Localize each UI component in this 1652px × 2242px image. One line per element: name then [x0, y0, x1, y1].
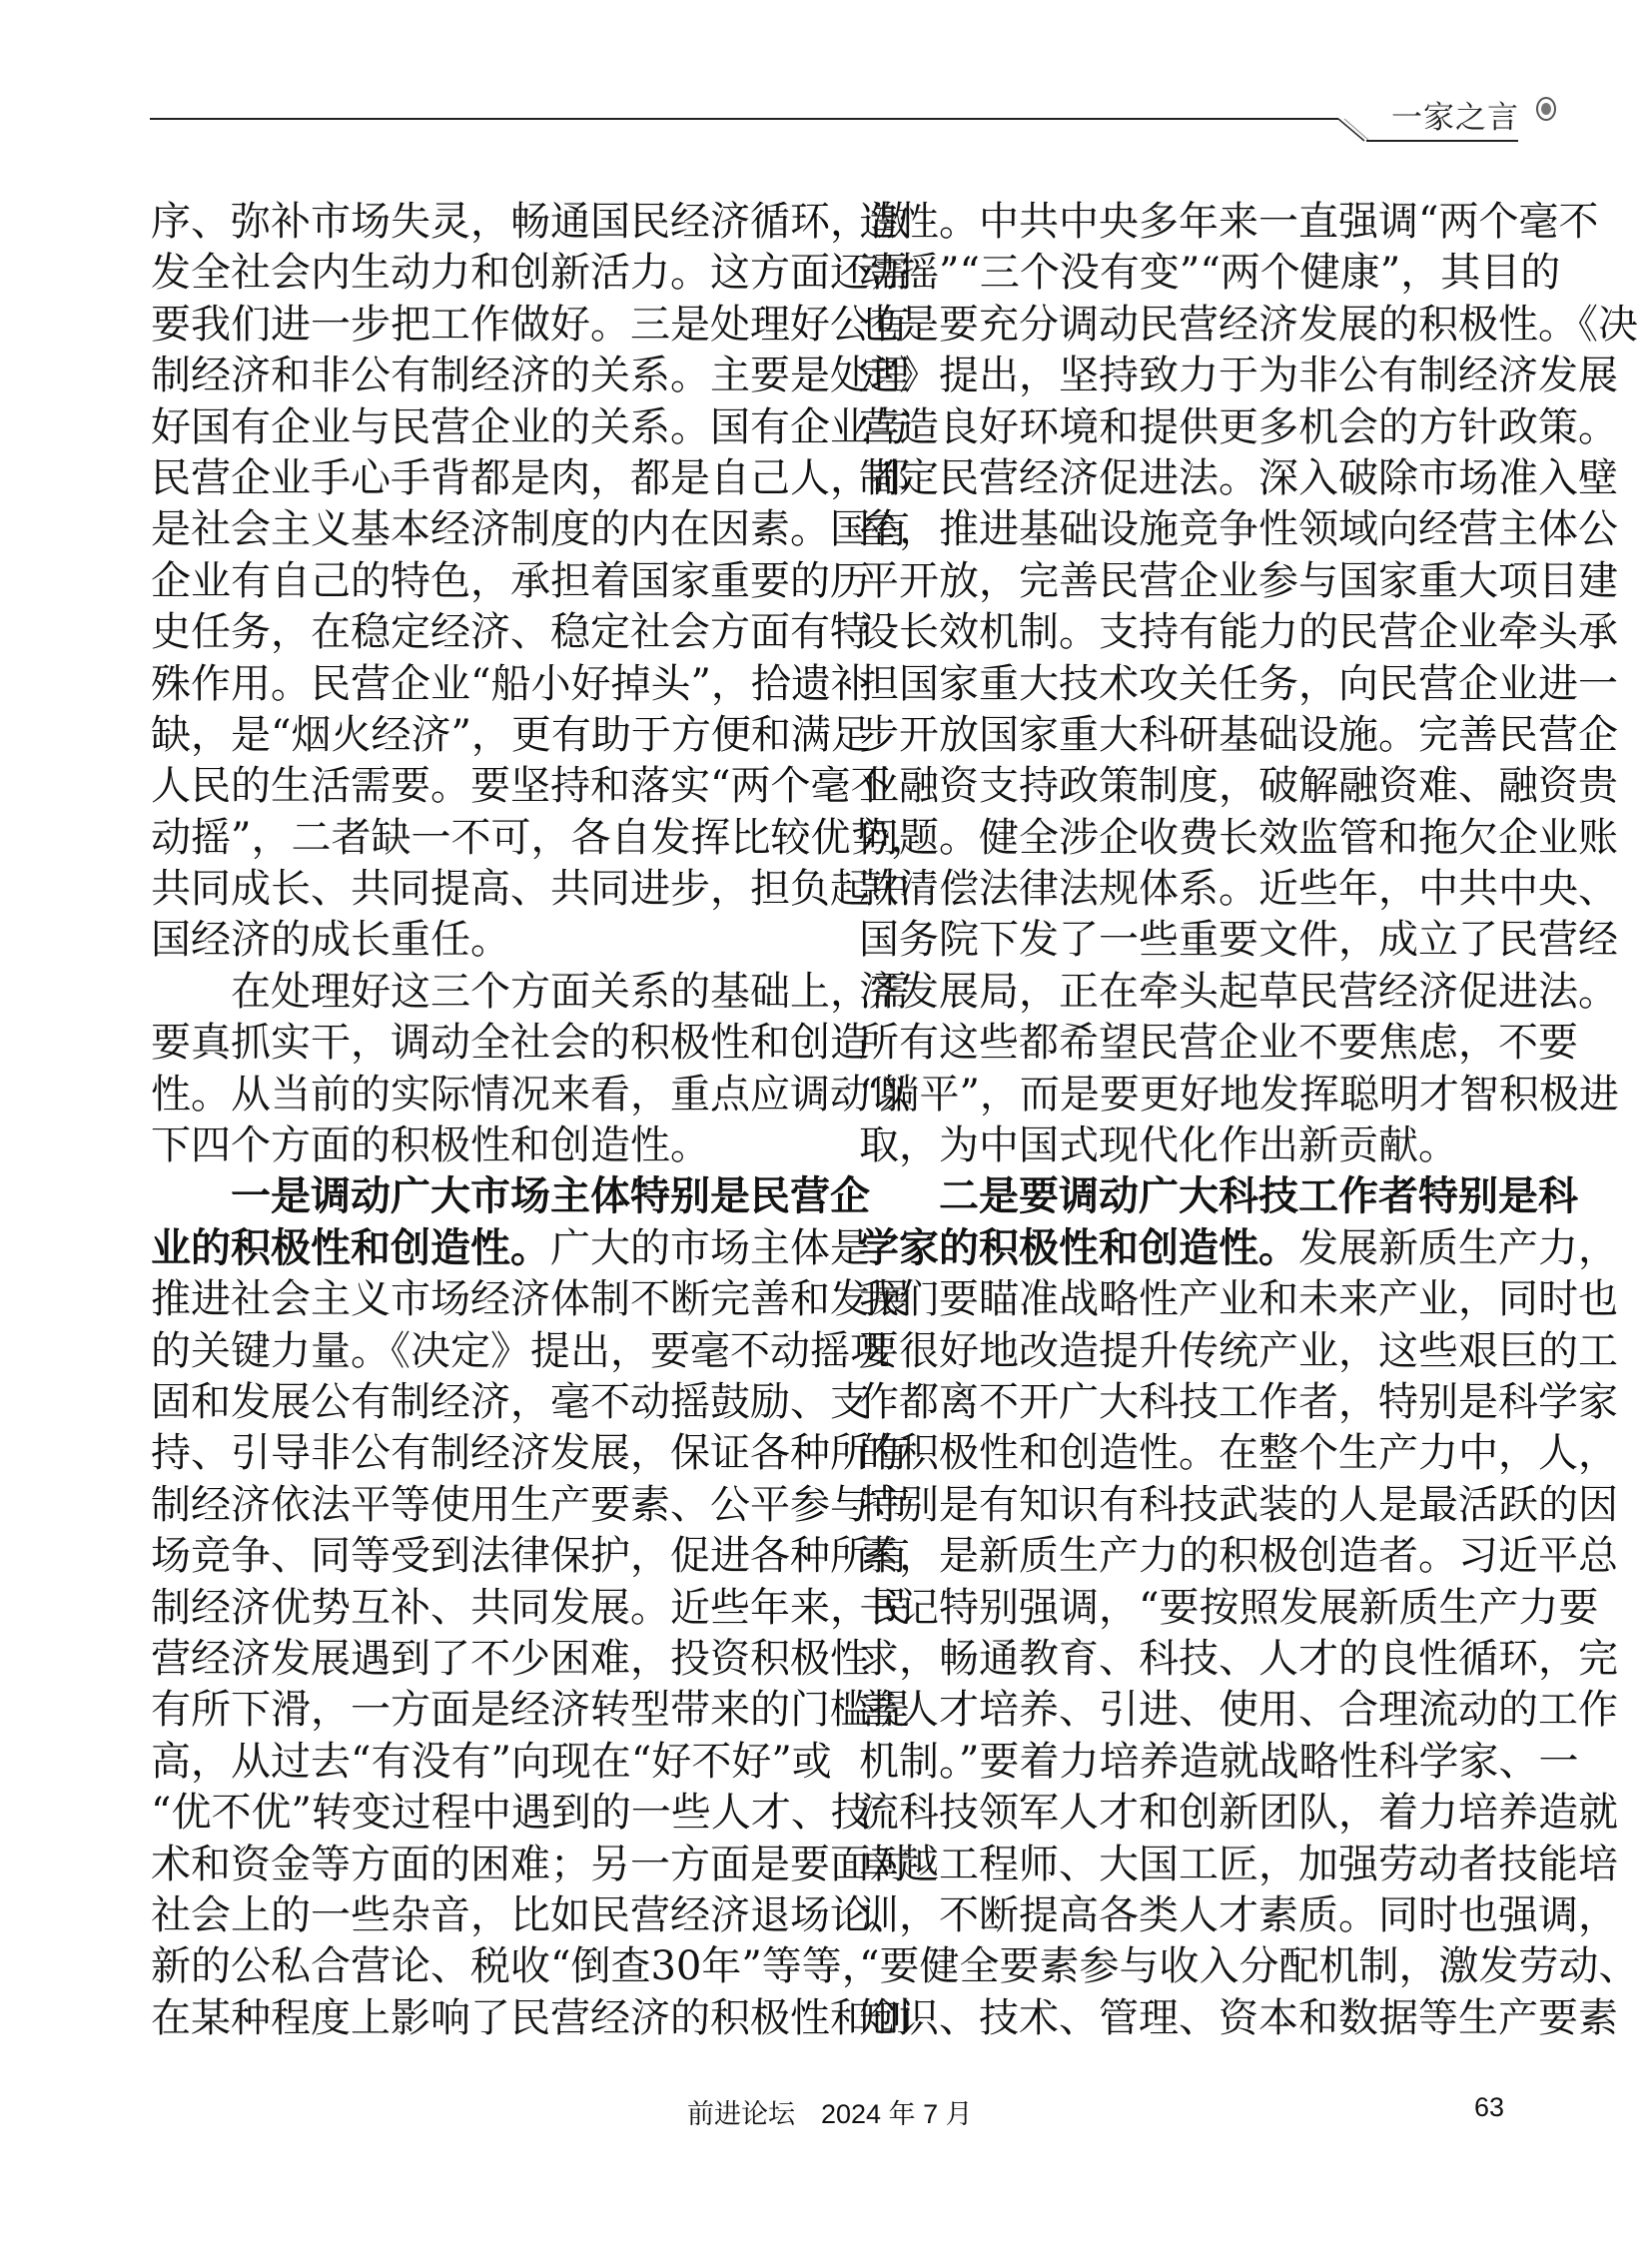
body-text: 平开放，完善民营企业参与国家重大项目建 [859, 557, 1618, 604]
body-text: 共同成长、共同提高、共同进步，担负起中 [151, 866, 910, 913]
body-text: 社会上的一些杂音，比如民营经济退场论、 [151, 1891, 910, 1938]
body-text: 殊作用。民营企业“船小好掉头”，拾遗补 [151, 660, 871, 707]
body-text: 制经济依法平等使用生产要素、公平参与市 [151, 1481, 910, 1528]
body-text: 书记特别强调，“要按照发展新质生产力要 [859, 1584, 1599, 1631]
body-text: 的积极性和创造性。在整个生产力中，人， [859, 1430, 1618, 1477]
body-text: 国务院下发了一些重要文件，成立了民营经 [859, 917, 1618, 964]
text-line [859, 1531, 1618, 1582]
body-text: 高，从过去“有没有”向现在“好不好”或 [151, 1738, 832, 1785]
text-line [859, 1634, 1618, 1685]
text-line [859, 402, 1618, 453]
text-line [859, 1941, 1639, 1992]
body-text: 序、弥补市场失灵，畅通国民经济循环，激 [151, 199, 910, 245]
text-line [859, 967, 1618, 1018]
journal-name: 前进论坛 [687, 2099, 795, 2129]
text-line [151, 504, 910, 555]
text-line [151, 1941, 882, 1992]
text-line [151, 248, 910, 299]
text-line [859, 556, 1618, 607]
body-text: 持、引导非公有制经济发展，保证各种所有 [151, 1430, 910, 1477]
body-text: 新的公私合营论、税收“倒查30年”等等， [151, 1943, 882, 1990]
text-line [859, 1171, 1578, 1222]
body-text: 推进社会主义市场经济体制不断完善和发展 [151, 1276, 910, 1323]
text-line [151, 1737, 832, 1788]
bold-lead-text: 业的积极性和创造性。 [151, 1224, 550, 1271]
text-line [151, 402, 910, 453]
body-text: 场竞争、同等受到法律保护，促进各种所有 [151, 1533, 910, 1580]
body-text: 款清偿法律法规体系。近些年，中共中央、 [859, 866, 1618, 913]
text-line [151, 300, 910, 351]
text-line [859, 300, 1638, 351]
body-text: 定》提出，坚持致力于为非公有制经济发展 [859, 353, 1618, 399]
body-text: 缺，是“烟火经济”，更有助于方便和满足 [151, 711, 871, 758]
body-text: 民营企业手心手背都是肉，都是自己人，都 [151, 454, 910, 501]
text-line [151, 1788, 871, 1839]
text-line [859, 1223, 1618, 1274]
body-text: 性。从当前的实际情况来看，重点应调动以 [151, 1071, 910, 1118]
body-text: 特别是有知识有科技武装的人是最活跃的因 [859, 1481, 1618, 1528]
text-line [859, 710, 1618, 761]
text-line [859, 1840, 1618, 1890]
text-line [151, 1840, 910, 1890]
body-text: 作都离不开广大科技工作者，特别是科学家 [859, 1378, 1618, 1425]
bold-lead-text: 二是要调动广大科技工作者特别是科 [859, 1173, 1578, 1220]
body-text: 的关键力量。《决定》提出，要毫不动摇巩 [151, 1327, 890, 1374]
body-text: 知识、技术、管理、资本和数据等生产要素 [859, 1994, 1618, 2041]
body-text: 要我们进一步把工作做好。三是处理好公有 [151, 301, 910, 348]
body-text: “优不优”转变过程中遇到的一些人才、技 [151, 1790, 871, 1837]
body-text: 步开放国家重大科研基础设施。完善民营企 [859, 711, 1618, 758]
text-line [151, 1531, 910, 1582]
text-line [151, 761, 891, 812]
text-line [859, 659, 1618, 710]
text-line [151, 1377, 870, 1428]
text-line [859, 351, 1618, 401]
text-line [151, 710, 871, 761]
body-text: 人民的生活需要。要坚持和落实“两个毫不 [151, 763, 891, 810]
body-text: 业融资支持政策制度，破解融资难、融资贵 [859, 763, 1618, 810]
text-line [151, 1223, 870, 1274]
body-text: 固和发展公有制经济，毫不动摇鼓励、支 [151, 1378, 870, 1425]
body-text: 发展新质生产力， [1298, 1224, 1618, 1271]
text-line [151, 1018, 870, 1069]
section-title: 一家之言 [1391, 100, 1519, 136]
text-line [151, 351, 910, 401]
body-text: 流科技领军人才和创新团队，着力培养造就 [859, 1790, 1618, 1837]
text-line [859, 1326, 1618, 1377]
text-line [151, 1274, 910, 1325]
header-rule-bend [1338, 118, 1368, 142]
text-line [859, 1070, 1619, 1121]
text-line [151, 1634, 870, 1685]
body-text: 要很好地改造提升传统产业，这些艰巨的工 [859, 1327, 1618, 1374]
text-line [859, 1428, 1618, 1479]
text-line [859, 1377, 1618, 1428]
body-text: 史任务，在稳定经济、稳定社会方面有特 [151, 609, 870, 656]
text-line [151, 1428, 910, 1479]
body-text: 是社会主义基本经济制度的内在因素。国有 [151, 506, 910, 553]
body-text: 制经济和非公有制经济的关系。主要是处理 [151, 353, 910, 399]
header-rule [150, 118, 1338, 120]
text-line [151, 1993, 910, 2044]
body-text: 有所下滑，一方面是经济转型带来的门槛提 [151, 1687, 910, 1734]
text-line [151, 864, 910, 915]
text-line [859, 1480, 1618, 1531]
text-line [859, 1018, 1578, 1069]
text-line [151, 659, 871, 710]
bold-lead-text: 一是调动广大市场主体特别是民营企 [151, 1173, 870, 1220]
body-text: 术和资金等方面的困难；另一方面是要面对 [151, 1841, 910, 1887]
body-text: 素，是新质生产力的积极创造者。习近平总 [859, 1533, 1618, 1580]
text-line [859, 1121, 1490, 1171]
right-column [859, 197, 1639, 2044]
text-line [859, 1274, 1618, 1325]
text-line [151, 607, 870, 658]
body-text: 造性。中共中央多年来一直强调“两个毫不 [859, 199, 1599, 245]
issue-date: 2024 年 7 月 [821, 2099, 973, 2129]
body-text: 下四个方面的积极性和创造性。 [151, 1122, 710, 1169]
body-text: “躺平”，而是要更好地发挥聪明才智积极进 [859, 1071, 1619, 1118]
body-text: 好国有企业与民营企业的关系。国有企业与 [151, 403, 910, 450]
body-text: 要真抓实干，调动全社会的积极性和创造 [151, 1020, 870, 1067]
body-text: 也是要充分调动民营经济发展的积极性。《决 [859, 301, 1638, 348]
text-line [859, 1685, 1618, 1736]
text-line [151, 197, 910, 248]
text-line [859, 813, 1618, 864]
body-text: 在处理好这三个方面关系的基础上，需 [151, 968, 910, 1015]
body-text: 取，为中国式现代化作出新贡献。 [859, 1122, 1458, 1169]
text-line [151, 1121, 782, 1171]
body-text: 求，畅通教育、科技、人才的良性循环，完 [859, 1635, 1618, 1682]
text-line [859, 197, 1599, 248]
body-text: 营造良好环境和提供更多机会的方针政策。 [859, 403, 1618, 450]
text-line [859, 1788, 1618, 1839]
header-rule-lower [1366, 140, 1518, 142]
text-line [151, 1685, 910, 1736]
body-text: 广大的市场主体是 [550, 1224, 870, 1271]
text-line [151, 1171, 870, 1222]
body-text: 训，不断提高各类人才素质。同时也强调， [859, 1891, 1618, 1938]
body-text: 济发展局，正在牵头起草民营经济促进法。 [859, 968, 1618, 1015]
text-line [151, 813, 931, 864]
text-line [151, 1070, 910, 1121]
body-text: 动摇”“三个没有变”“两个健康”，其目的 [859, 250, 1561, 297]
body-text: 机制。”要着力培养造就战略性科学家、一 [859, 1738, 1579, 1785]
body-text: 动摇”，二者缺一不可，各自发挥比较优势， [151, 814, 931, 861]
body-text: 担国家重大技术攻关任务，向民营企业进一 [859, 660, 1618, 707]
body-text: 卓越工程师、大国工匠，加强劳动者技能培 [859, 1841, 1618, 1887]
body-text: 设长效机制。支持有能力的民营企业牵头承 [859, 609, 1618, 656]
text-line [151, 556, 870, 607]
body-text: 在某种程度上影响了民营经济的积极性和创 [151, 1994, 910, 2041]
text-line [859, 248, 1561, 299]
text-line [151, 1326, 890, 1377]
text-line [151, 967, 910, 1018]
body-text: 善人才培养、引进、使用、合理流动的工作 [859, 1687, 1618, 1734]
text-line [859, 864, 1618, 915]
text-line [859, 761, 1618, 812]
text-line [859, 1583, 1599, 1634]
text-line [151, 453, 910, 504]
text-line [151, 1890, 910, 1941]
left-column [151, 197, 931, 2044]
text-line [859, 1993, 1618, 2044]
body-text: 我们要瞄准战略性产业和未来产业，同时也 [859, 1276, 1618, 1323]
text-line [859, 915, 1618, 966]
text-line [859, 504, 1618, 555]
body-text: 问题。健全涉企收费长效监管和拖欠企业账 [859, 814, 1618, 861]
text-line [859, 453, 1618, 504]
body-text: 制定民营经济促进法。深入破除市场准入壁 [859, 454, 1618, 501]
body-text: 制经济优势互补、共同发展。近些年来，民 [151, 1584, 910, 1631]
page-number: 63 [1474, 2092, 1505, 2122]
text-line [859, 1890, 1618, 1941]
text-line [859, 607, 1618, 658]
body-text: 营经济发展遇到了不少困难，投资积极性 [151, 1635, 870, 1682]
text-line [151, 1480, 910, 1531]
body-text: 企业有自己的特色，承担着国家重要的历 [151, 557, 870, 604]
body-text: “要健全要素参与收入分配机制，激发劳动、 [859, 1943, 1639, 1990]
bullseye-icon [1536, 97, 1556, 121]
body-text: 垒，推进基础设施竞争性领域向经营主体公 [859, 506, 1618, 553]
text-line [859, 1737, 1579, 1788]
text-line [151, 915, 782, 966]
text-line [151, 1583, 910, 1634]
body-text: 所有这些都希望民营企业不要焦虑，不要 [859, 1020, 1578, 1067]
bold-lead-text: 学家的积极性和创造性。 [859, 1224, 1298, 1271]
body-text: 国经济的成长重任。 [151, 917, 510, 964]
body-text: 发全社会内生动力和创新活力。这方面还需 [151, 250, 910, 297]
